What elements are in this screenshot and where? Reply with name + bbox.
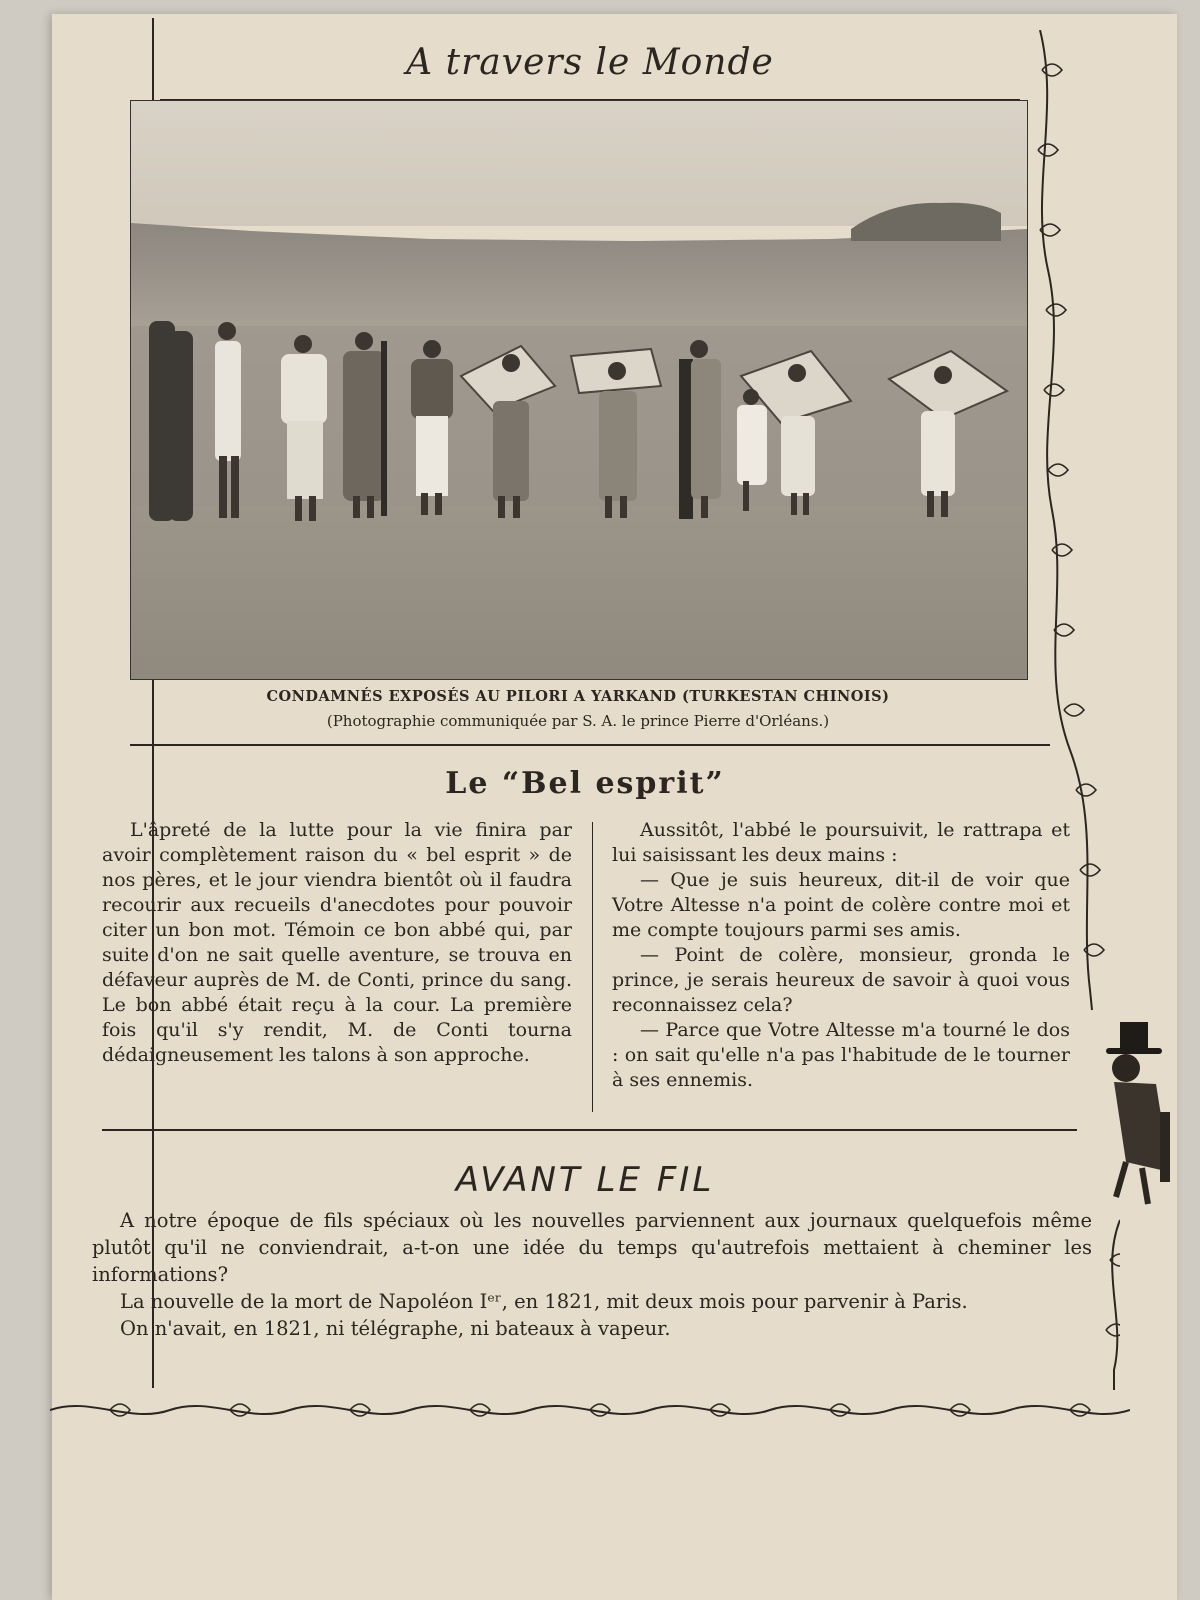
section-divider — [102, 1129, 1077, 1131]
article-paragraph: — Point de colère, monsieur, gronda le prince, je serais heureux de savoir à quoi vous reconnaissez cela? — [612, 944, 1070, 1016]
article-right-column — [612, 818, 1070, 1093]
photo-caption-title: CONDAMNÉS EXPOSÉS AU PILORI A YARKAND (TURKESTAN CHINOIS) — [266, 688, 890, 705]
floral-vine-border-bottom — [50, 1392, 1130, 1436]
article-paragraph: — Que je suis heureux, dit-il de voir que Votre Altesse n'a point de colère contre moi et me compte toujours parmi ses amis. — [612, 869, 1070, 941]
article-title-bel-esprit: Le “Bel esprit” — [445, 766, 725, 801]
masthead-title: A travers le Monde — [406, 42, 774, 83]
article-paragraph: Aussitôt, l'abbé le poursuivit, le rattrapa et lui saisissant les deux mains : — [612, 819, 1070, 866]
article-paragraph: — Parce que Votre Altesse m'a tourné le dos : on sait qu'elle n'a pas l'habitude de le tourner à ses ennemis. — [612, 1019, 1070, 1091]
pillory-photograph — [130, 100, 1028, 680]
article-paragraph: A notre époque de fils spéciaux où les nouvelles parviennent aux journaux quelquefois même plutôt qu'il ne conviendrait, a-t-on une idée du temps qu'autrefois mettaient à cheminer les informations? — [92, 1209, 1092, 1286]
photo-caption-credit: (Photographie communiquée par S. A. le prince Pierre d'Orléans.) — [326, 712, 830, 730]
article-left-column — [102, 818, 572, 1068]
section-divider — [130, 744, 1050, 746]
article-paragraph: L'âpreté de la lutte pour la vie finira par avoir complètement raison du « bel esprit » de nos pères, et le jour viendra bientôt où il faudra recourir aux recueils d'anecdotes pour pouvoir citer un bon mot. Témoin ce bon abbé qui, par suite d'on ne sait quelle aventure, se trouva en défaveur auprès de M. de Conti, prince du sang. Le bon abbé était reçu à la cour. La première fois qu'il s'y rendit, M. de Conti tourna dédaigneusement les talons à son approche. — [102, 819, 572, 1066]
article-paragraph: La nouvelle de la mort de Napoléon Iᵉʳ, en 1821, mit deux mois pour parvenir à Paris. — [120, 1290, 968, 1313]
top-hat-figure-illustration — [1086, 1022, 1186, 1216]
column-rule — [592, 822, 593, 1112]
article-paragraph: On n'avait, en 1821, ni télégraphe, ni bateaux à vapeur. — [120, 1317, 671, 1340]
article-title-avant-le-fil: AVANT LE FIL — [455, 1160, 715, 1200]
article-body-avant-le-fil — [92, 1207, 1092, 1342]
